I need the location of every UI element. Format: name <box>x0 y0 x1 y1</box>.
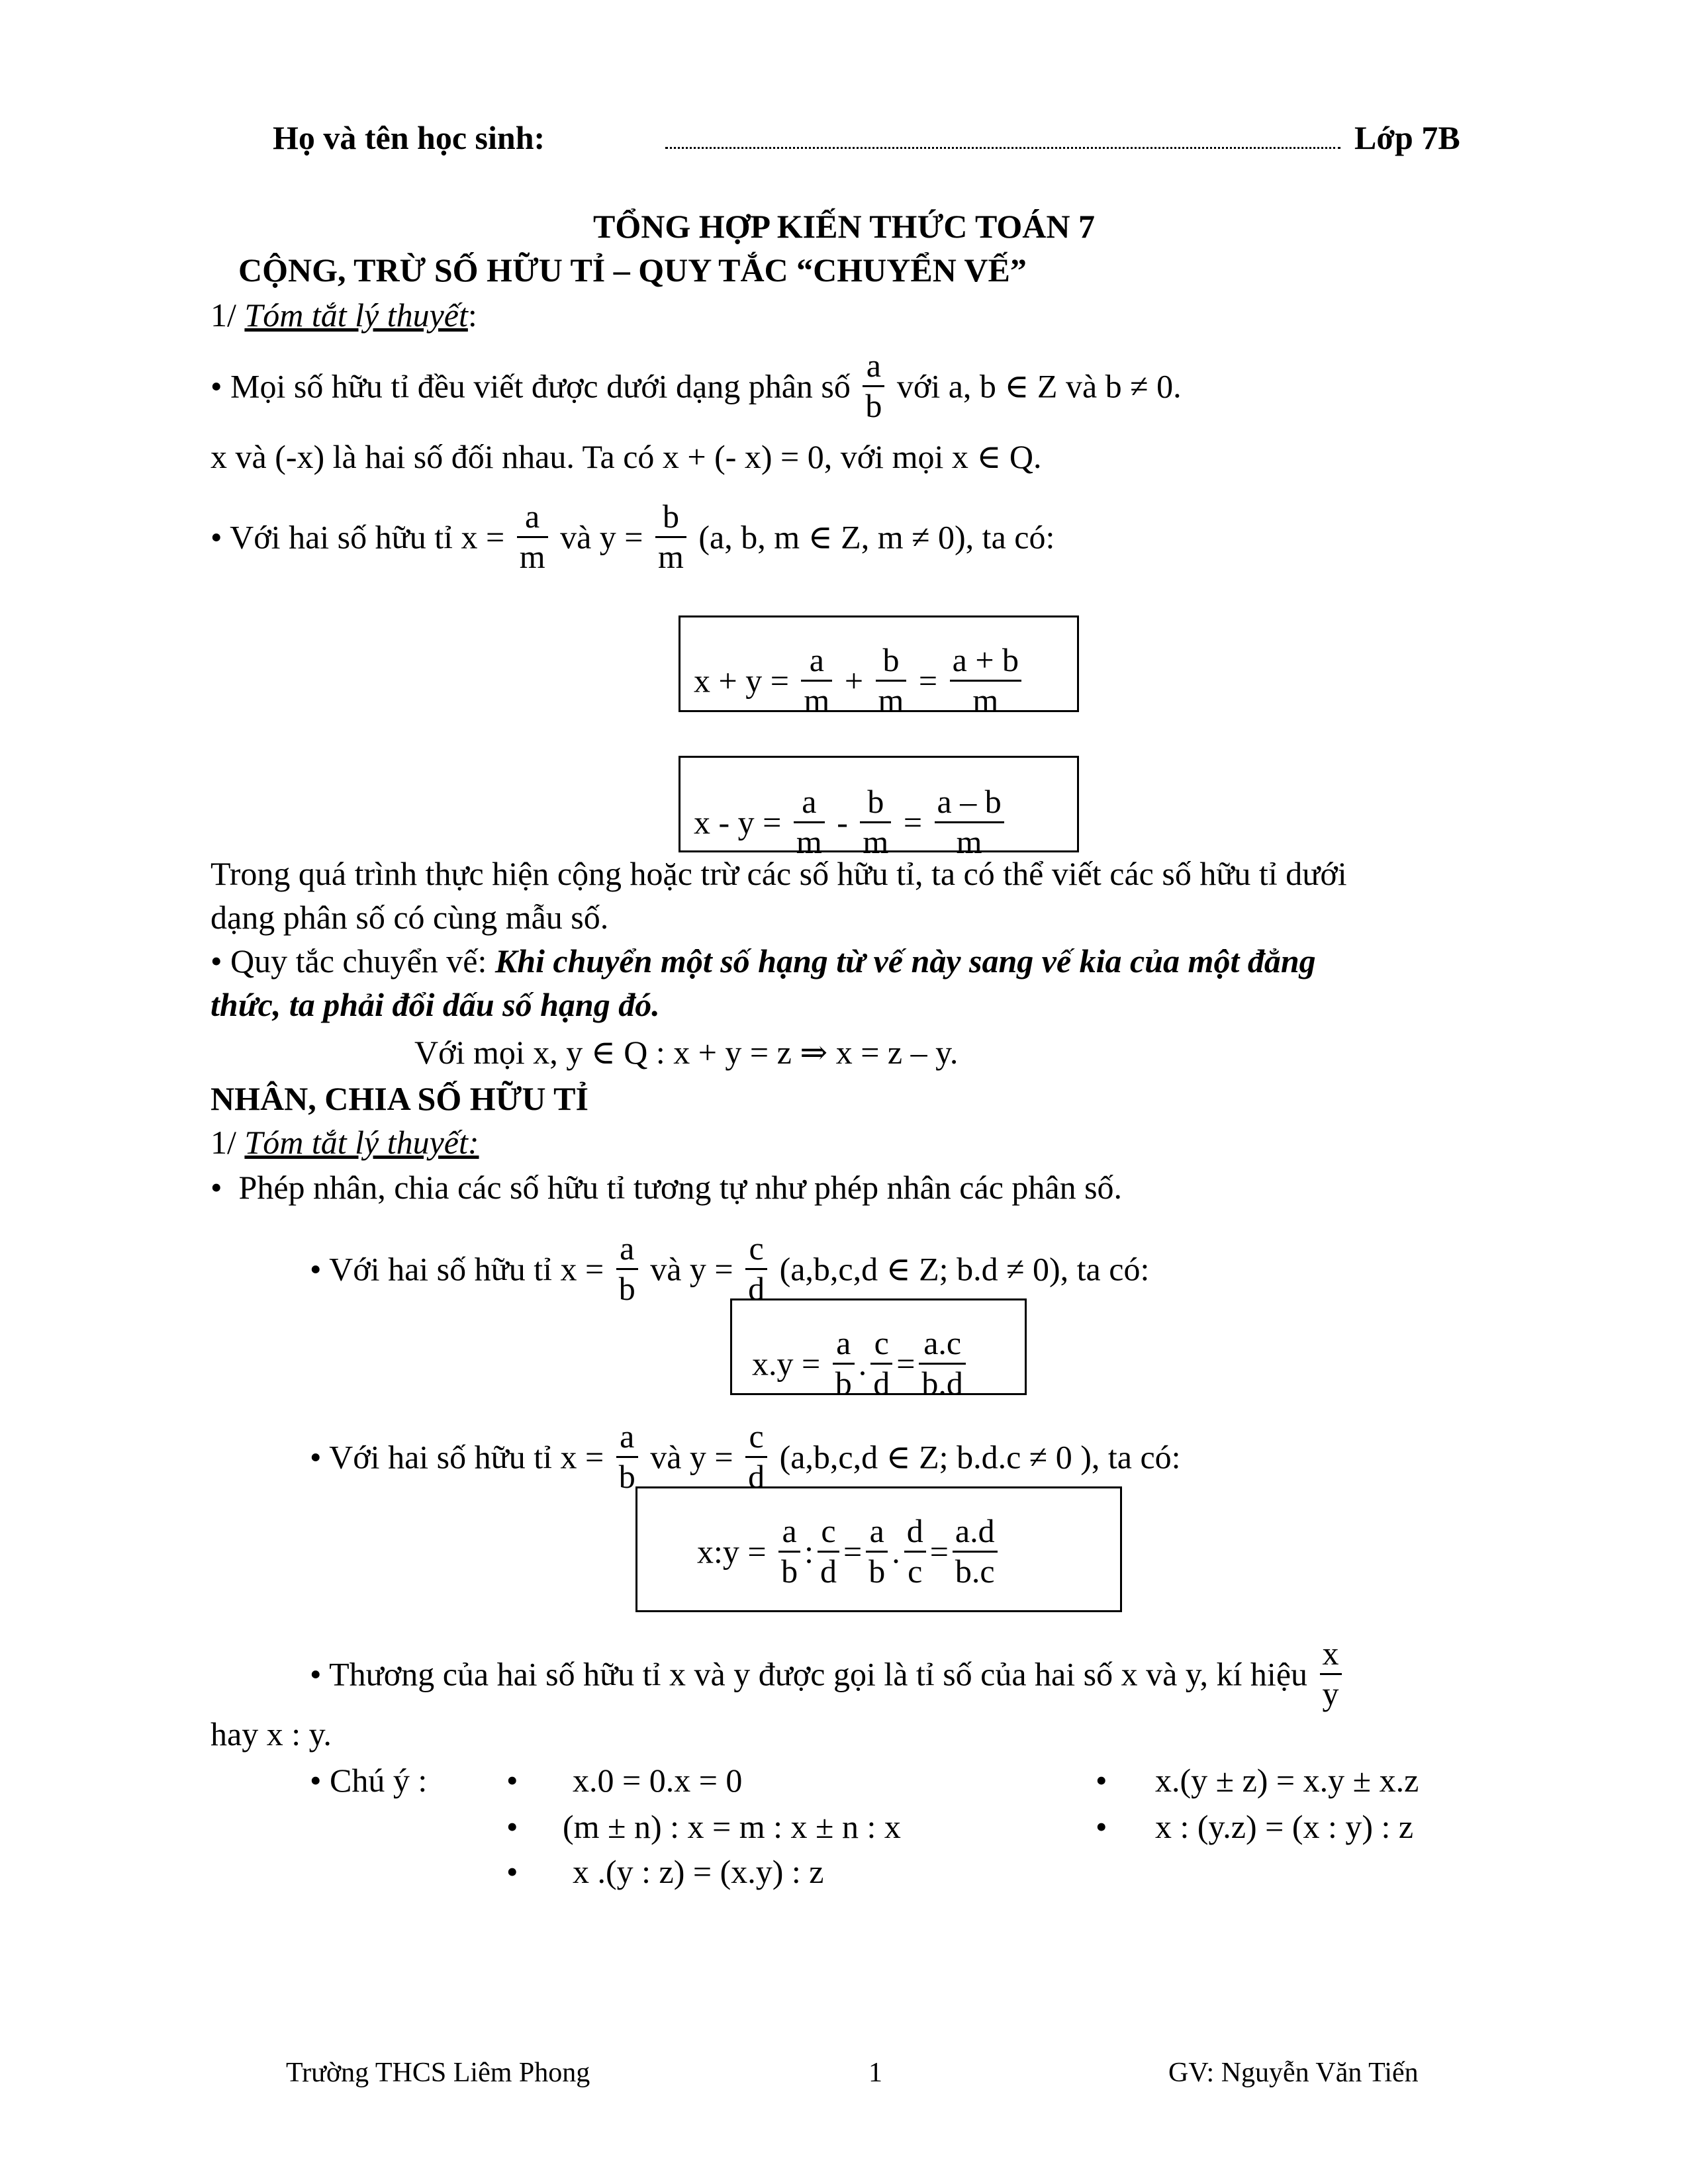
note-item <box>1096 1760 1107 1800</box>
note-item-1: x.0 = 0.x = 0 <box>573 1762 743 1799</box>
divide-formula-box: x:y = $\frac{a}{b}$ : $\frac{c}{d}$ = $\frac{a}{b}$ . $\frac{d}{c}$ = $\frac{a.d}{b.c}$ <box>635 1486 1122 1612</box>
class-label: Lớp 7B <box>1354 119 1460 156</box>
bullet-icon: • <box>506 1853 518 1890</box>
bullet-icon: • <box>506 1762 518 1799</box>
transposition-rule-line1: • Quy tắc chuyển vế: Khi chuyển một số hạng từ vế này sang vế kia của một đẳng <box>211 942 1316 979</box>
section-title-multiply-divide: NHÂN, CHIA SỐ HỮU TỈ <box>211 1080 588 1117</box>
document-title: TỔNG HỢP KIẾN THỨC TOÁN 7 <box>592 208 1095 245</box>
transposition-formula: Với mọi x, y ∈ Q : x + y = z ⇒ x = z – y. <box>414 1034 959 1071</box>
summary-heading-2: 1/ Tóm tắt lý thuyết: <box>211 1124 479 1161</box>
note-item <box>506 1807 518 1846</box>
note-item <box>506 1852 518 1891</box>
note-item-4: x.(y ± z) = x.y ± x.z <box>1155 1762 1419 1799</box>
bullet-icon: • <box>1096 1762 1107 1799</box>
student-name-label: Họ và tên học sinh: <box>273 119 545 156</box>
student-name-blank <box>665 147 1340 149</box>
footer-school: Trường THCS Liêm Phong <box>286 2058 590 2088</box>
note-item <box>1096 1807 1107 1846</box>
multiply-divide-intro: • Phép nhân, chia các số hữu tỉ tương tự như phép nhân các phân số. <box>211 1169 1123 1206</box>
bullet-icon: • <box>310 1250 322 1288</box>
bullet-icon: • <box>310 1655 322 1693</box>
footer-teacher: GV: Nguyễn Văn Tiến <box>1168 2058 1419 2088</box>
bullet-icon: • <box>310 1438 322 1476</box>
two-rationals-line: • Với hai số hữu tỉ x = $\frac{a}{m}$ và y = $\frac{b}{m}$ (a, b, m ∈ Z, m ≠ 0), ta có: <box>211 498 1055 575</box>
note-item <box>506 1760 518 1800</box>
footer-page-number: 1 <box>868 2058 882 2088</box>
multiply-formula-box: x.y = $\frac{a}{b}$ . $\frac{c}{d}$ = $\frac{a.c}{b.d}$ <box>730 1298 1027 1395</box>
note-item-3: x .(y : z) = (x.y) : z <box>573 1853 824 1890</box>
sum-formula-box: x + y = $\frac{a}{m}$ + $\frac{b}{m}$ = $\frac{a + b}{m}$ <box>679 615 1079 712</box>
note-item-5: x : (y.z) = (x : y) : z <box>1155 1808 1414 1845</box>
bullet-icon: • <box>310 1762 322 1799</box>
section-title-add-subtract: CỘNG, TRỪ SỐ HỮU TỈ – QUY TẮC “CHUYỂN VẾ” <box>238 251 1027 289</box>
divide-intro-line: • Với hai số hữu tỉ x = $\frac{a}{b}$ và y = $\frac{c}{d}$ (a,b,c,d ∈ Z; b.d.c ≠ 0 ), ta có: <box>310 1418 1181 1495</box>
summary-heading-1: 1/ Tóm tắt lý thuyết: <box>211 296 477 334</box>
difference-formula-box: x - y = $\frac{a}{m}$ - $\frac{b}{m}$ = $\frac{a - b}{m}$ <box>679 756 1079 852</box>
opposite-numbers-line: x và (-x) là hai số đối nhau. Ta có x + (- x) = 0, với mọi x ∈ Q. <box>211 438 1042 475</box>
bullet-icon: • <box>1096 1808 1107 1845</box>
note-label: • Chú ý : <box>310 1762 428 1799</box>
fraction-a-b: $\frac{a}{b}$ <box>863 347 884 425</box>
transposition-rule-line2: thức, ta phải đổi dấu số hạng đó. <box>211 986 660 1023</box>
bullet-icon: • <box>211 942 222 979</box>
multiply-intro-line: • Với hai số hữu tỉ x = $\frac{a}{b}$ và y = $\frac{c}{d}$ (a,b,c,d ∈ Z; b.d ≠ 0), ta có: <box>310 1230 1150 1307</box>
bullet-icon: • <box>211 1169 222 1206</box>
common-denominator-note-line2: dạng phân số có cùng mẫu số. <box>211 899 609 936</box>
quotient-notation-line: hay x : y. <box>211 1715 332 1752</box>
bullet-icon: • <box>211 518 222 556</box>
definition-line: • Mọi số hữu tỉ đều viết được dưới dạng phân số $\frac{a}{b}$ với a, b ∈ Z và b ≠ 0. <box>211 347 1182 424</box>
bullet-icon: • <box>211 367 222 405</box>
quotient-definition-line: • Thương của hai số hữu tỉ x và y được gọi là tỉ số của hai số x và y, kí hiệu $\frac{x}{y}$ <box>310 1639 1346 1717</box>
common-denominator-note-line1: Trong quá trình thực hiện cộng hoặc trừ các số hữu tỉ, ta có thể viết các số hữu tỉ dưới <box>211 855 1347 892</box>
bullet-icon: • <box>506 1808 518 1845</box>
note-item-2: (m ± n) : x = m : x ± n : x <box>563 1808 901 1845</box>
